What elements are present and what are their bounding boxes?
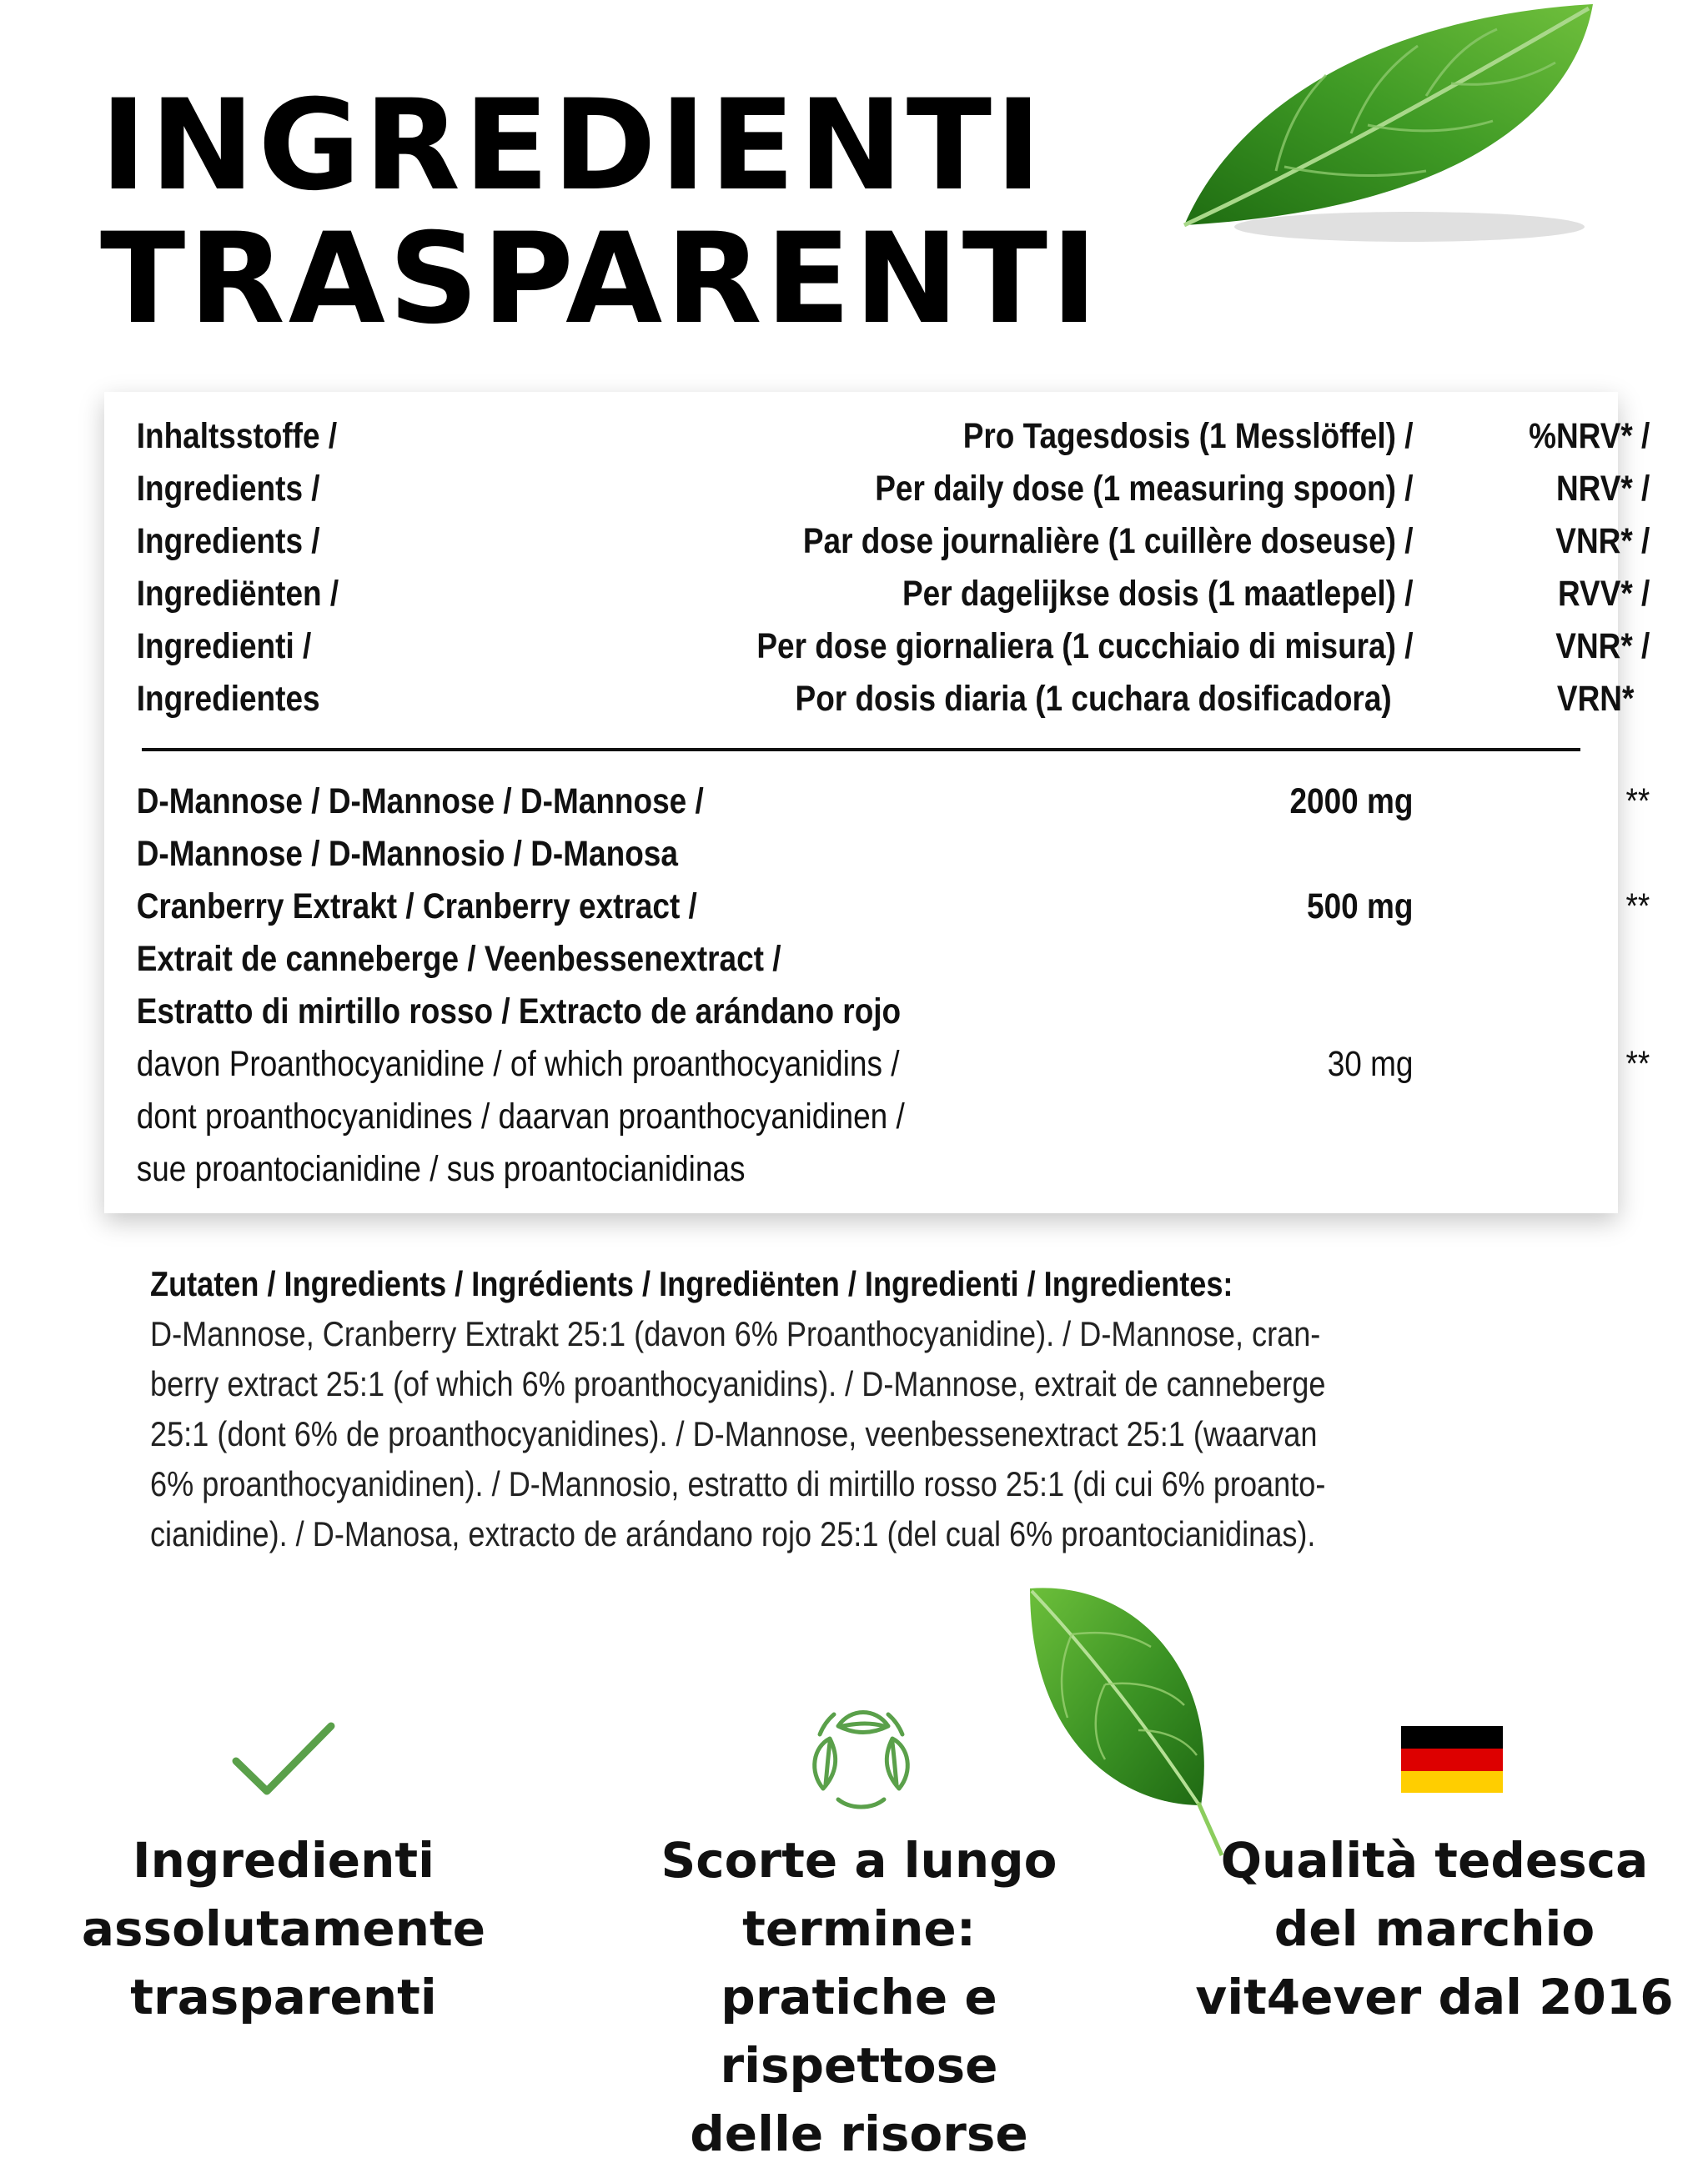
header-nrv: VRN*	[1556, 679, 1635, 719]
leaf-decoration-icon	[1159, 0, 1626, 250]
nutrition-table	[104, 392, 1650, 1213]
row-name-line: D-Mannose / D-Mannose / D-Mannose /	[136, 781, 704, 821]
header-dose: Por dosis diaria (1 cuchara dosificadora)	[795, 679, 1392, 719]
header-dose: Per dagelijkse dosis (1 maatlepel) /	[902, 574, 1414, 614]
feature-german-quality	[1168, 1826, 1701, 2031]
ingredients-line: berry extract 25:1 (of which 6% proanthocyanidins). / D-Mannose, extrait de canneberge	[150, 1364, 1326, 1403]
recycle-leaves-icon	[805, 1701, 917, 1818]
checkmark-icon	[229, 1718, 338, 1801]
ingredients-line: cianidine). / D-Manosa, extracto de arándano rojo 25:1 (del cual 6% proantocianidinas).	[150, 1514, 1316, 1553]
feature-line: del marchio	[1273, 1900, 1595, 1957]
table-divider	[142, 748, 1580, 751]
feature-long-term-supply	[592, 1826, 1126, 2168]
header-ingredient: Ingrediënten /	[136, 574, 339, 614]
header-ingredient: Inhaltsstoffe /	[136, 416, 338, 456]
ingredients-heading: Zutaten / Ingredients / Ingrédients / Ingrediënten / Ingredienti / Ingredientes:	[150, 1264, 1233, 1303]
row-name-line: D-Mannose / D-Mannosio / D-Manosa	[136, 834, 678, 874]
header-nrv: %NRV* /	[1529, 416, 1650, 456]
feature-line: Ingredienti	[133, 1832, 435, 1889]
feature-line: Qualità tedesca	[1220, 1832, 1649, 1889]
row-nrv: **	[1625, 781, 1650, 821]
header-nrv: VNR* /	[1555, 626, 1650, 666]
header-nrv: RVV* /	[1557, 574, 1650, 614]
title-line-2: TRASPARENTI	[100, 207, 1101, 352]
ingredients-line: D-Mannose, Cranberry Extrakt 25:1 (davon 6% Proanthocyanidine). / D-Mannose, cran-	[150, 1314, 1321, 1353]
row-amount: 500 mg	[1307, 886, 1414, 926]
header-ingredient: Ingredientes	[136, 679, 320, 719]
german-flag-icon	[1401, 1726, 1503, 1793]
feature-line: pratiche e rispettose	[720, 1969, 998, 2094]
header-dose: Per dose giornaliera (1 cucchiaio di misura) /	[756, 626, 1414, 666]
header-dose: Per daily dose (1 measuring spoon) /	[875, 469, 1414, 509]
feature-line: trasparenti	[130, 1969, 437, 2025]
header-ingredient: Ingredients /	[136, 469, 320, 509]
feature-line: Scorte a lungo termine:	[661, 1832, 1057, 1957]
row-name-line: sue proantocianidine / sus proantocianidinas	[136, 1149, 746, 1189]
header-ingredient: Ingredienti /	[136, 626, 312, 666]
feature-transparent-ingredients	[17, 1826, 550, 2031]
header-dose: Par dose journalière (1 cuillère doseuse) /	[802, 521, 1414, 561]
title-line-1: INGREDIENTI	[100, 73, 1045, 218]
ingredients-line: 25:1 (dont 6% de proanthocyanidines). / D-Mannose, veenbessenextract 25:1 (waarvan	[150, 1414, 1318, 1453]
row-amount: 30 mg	[1327, 1044, 1414, 1084]
feature-line: delle risorse	[690, 2105, 1028, 2162]
ingredients-line: 6% proanthocyanidinen). / D-Mannosio, estratto di mirtillo rosso 25:1 (di cui 6% proanto-	[150, 1464, 1326, 1503]
feature-line: assolutamente	[81, 1900, 486, 1957]
page-title	[100, 73, 1101, 352]
row-name-line: Extrait de canneberge / Veenbessenextract /	[136, 939, 781, 979]
header-nrv: NRV* /	[1555, 469, 1650, 509]
row-nrv: **	[1625, 1044, 1650, 1084]
feature-line: vit4ever dal 2016	[1195, 1969, 1674, 2025]
header-nrv: VNR* /	[1555, 521, 1650, 561]
header-dose: Pro Tagesdosis (1 Messlöffel) /	[962, 416, 1414, 456]
ingredients-paragraph	[150, 1259, 1642, 1559]
row-name-line: dont proanthocyanidines / daarvan proanthocyanidinen /	[136, 1097, 905, 1137]
row-name-line: Cranberry Extrakt / Cranberry extract /	[136, 886, 697, 926]
row-name-line: davon Proanthocyanidine / of which proanthocyanidins /	[136, 1044, 900, 1084]
header-ingredient: Ingredients /	[136, 521, 320, 561]
row-name-line: Estratto di mirtillo rosso / Extracto de arándano rojo	[136, 991, 902, 1031]
row-amount: 2000 mg	[1289, 781, 1414, 821]
row-nrv: **	[1625, 886, 1650, 926]
leaf-decoration-icon	[1013, 1584, 1230, 1859]
